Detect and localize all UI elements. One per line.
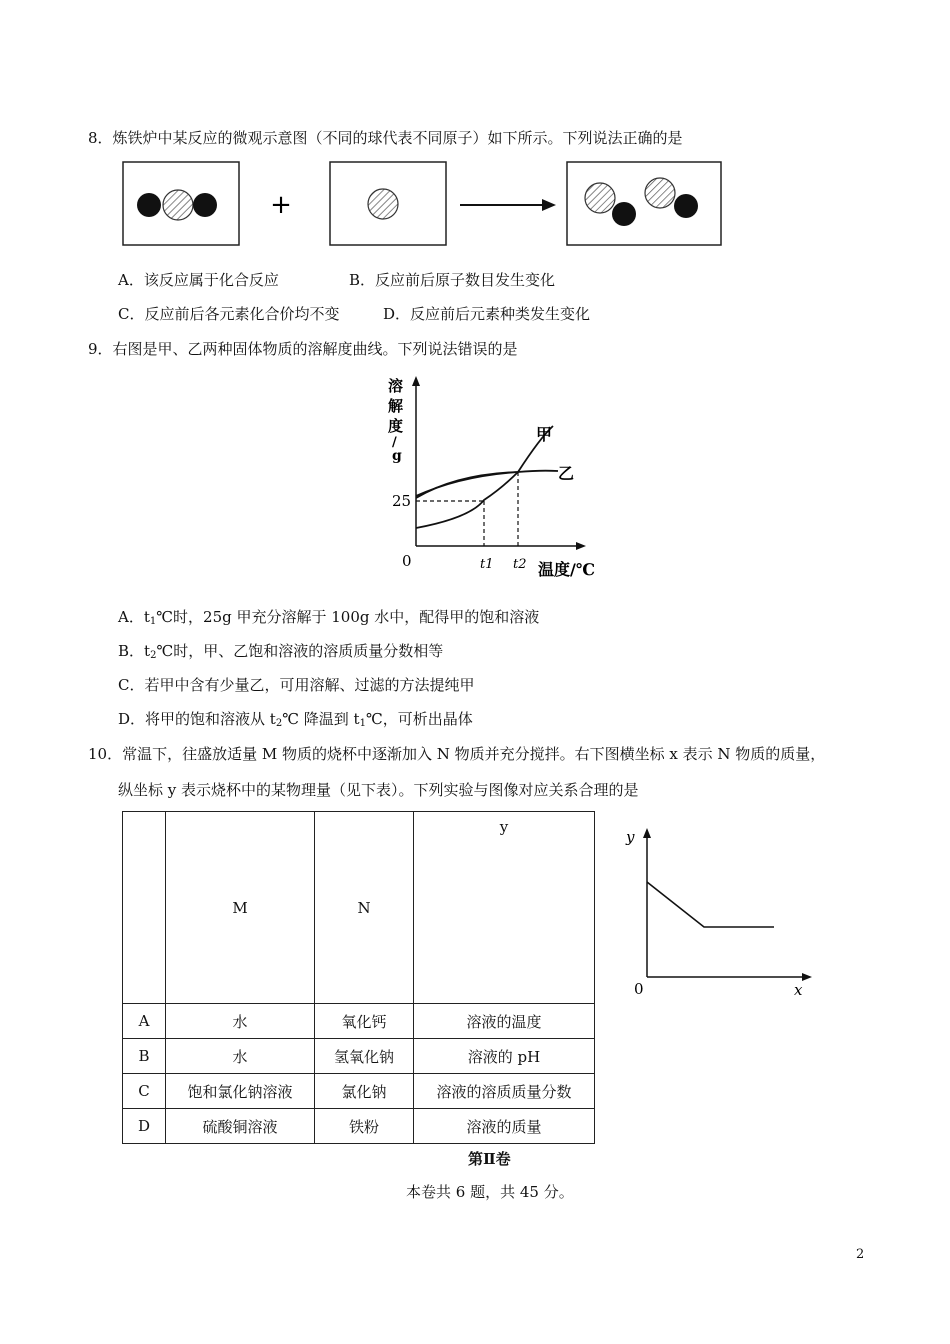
graph-xlabel: x — [794, 981, 803, 999]
page-number: 2 — [856, 1247, 865, 1262]
y-axis-arrow — [412, 376, 420, 386]
x-axis-arrow — [576, 542, 586, 550]
table-row — [123, 1039, 595, 1074]
table-header-row — [123, 812, 595, 1004]
q8-option-b: B．反应前后原子数目发生变化 — [349, 271, 556, 289]
cell-n: 氯化钠 — [315, 1074, 414, 1109]
q9-option-b: B．$t_2℃$时，甲、乙饱和溶液的溶质质量分数相等 — [118, 642, 444, 661]
black-atom — [674, 194, 698, 218]
hatched-atom — [645, 178, 675, 208]
x-axis-arrow — [802, 973, 812, 981]
graph-origin: 0 — [634, 980, 644, 998]
hatched-atom — [585, 183, 615, 213]
header-cell-n: N — [315, 812, 414, 1004]
table-row — [123, 1109, 595, 1144]
x-tick-t1: t1 — [480, 557, 494, 572]
ylabel-char: g — [392, 448, 402, 464]
q8-option-a: A．该反应属于化合反应 — [118, 271, 279, 289]
q8-option-c: C．反应前后各元素化合价均不变 — [118, 305, 340, 323]
section-note: 本卷共 6 题，共 45 分。 — [406, 1183, 574, 1201]
q9-option-d: D．将甲的饱和溶液从 $t_2℃$ 降温到 $t_1℃$，可析出晶体 — [118, 710, 473, 729]
cell-y: 溶液的溶质质量分数 — [414, 1074, 595, 1109]
ylabel-char: 度 — [388, 417, 404, 435]
header-cell-y: y — [414, 812, 595, 1004]
header-cell-m: M — [166, 812, 315, 1004]
xlabel: 温度/℃ — [538, 560, 596, 579]
q8-option-d: D．反应前后元素种类发生变化 — [383, 305, 591, 323]
row-label: D — [123, 1109, 166, 1144]
curve-label-jia: 甲 — [536, 425, 553, 444]
cell-y: 溶液的温度 — [414, 1004, 595, 1039]
q10-stem-line-1: 10．常温下，往盛放适量 M 物质的烧杯中逐渐加入 N 物质并充分搅拌。右下图横坐标 x 表示 N 物质的质量， — [88, 745, 826, 763]
row-label: B — [123, 1039, 166, 1074]
hatched-atom — [368, 189, 398, 219]
cell-m: 水 — [166, 1004, 315, 1039]
q10-stem-line-2: 纵坐标 y 表示烧杯中的某物理量（见下表）。下列实验与图像对应关系合理的是 — [118, 781, 639, 799]
x-tick-t2: t2 — [513, 557, 527, 572]
cell-y: 溶液的质量 — [414, 1109, 595, 1144]
curve-label-yi: 乙 — [558, 464, 575, 483]
cell-n: 铁粉 — [315, 1109, 414, 1144]
cell-m: 硫酸铜溶液 — [166, 1109, 315, 1144]
q9-option-c: C．若甲中含有少量乙，可用溶解、过滤的方法提纯甲 — [118, 676, 475, 694]
header-cell — [123, 812, 166, 1004]
row-label: C — [123, 1074, 166, 1109]
y-axis-arrow — [643, 828, 651, 838]
graph-line — [647, 882, 774, 927]
arrow-head — [542, 199, 556, 211]
q8-stem: 8．炼铁炉中某反应的微观示意图（不同的球代表不同原子）如下所示。下列说法正确的是 — [88, 129, 683, 147]
section-title: 第Ⅱ卷 — [468, 1150, 511, 1168]
q10-table — [122, 811, 595, 1144]
cell-m: 饱和氯化钠溶液 — [166, 1074, 315, 1109]
graph-ylabel: y — [626, 828, 635, 846]
black-atom — [612, 202, 636, 226]
ylabel-char: 解 — [388, 397, 404, 415]
black-atom — [193, 193, 217, 217]
q10-graph — [620, 822, 820, 1002]
cell-m: 水 — [166, 1039, 315, 1074]
plus-sign: + — [270, 190, 292, 220]
solubility-chart — [380, 368, 610, 583]
ylabel-char: 溶 — [388, 377, 404, 395]
q9-option-a: A．$t_1℃$时，25g 甲充分溶解于 100g 水中，配得甲的饱和溶液 — [118, 608, 540, 627]
table-row — [123, 1004, 595, 1039]
cell-n: 氢氧化钠 — [315, 1039, 414, 1074]
q8-reaction-diagram — [118, 158, 728, 250]
row-label: A — [123, 1004, 166, 1039]
y-tick-25: 25 — [392, 492, 412, 510]
hatched-atom — [163, 190, 193, 220]
black-atom — [137, 193, 161, 217]
table-row — [123, 1074, 595, 1109]
cell-y: 溶液的 pH — [414, 1039, 595, 1074]
origin-label: 0 — [402, 552, 412, 570]
q9-stem: 9．右图是甲、乙两种固体物质的溶解度曲线。下列说法错误的是 — [88, 340, 518, 358]
ylabel-char: / — [392, 435, 397, 450]
curve-jia-lower — [416, 472, 518, 528]
cell-n: 氧化钙 — [315, 1004, 414, 1039]
